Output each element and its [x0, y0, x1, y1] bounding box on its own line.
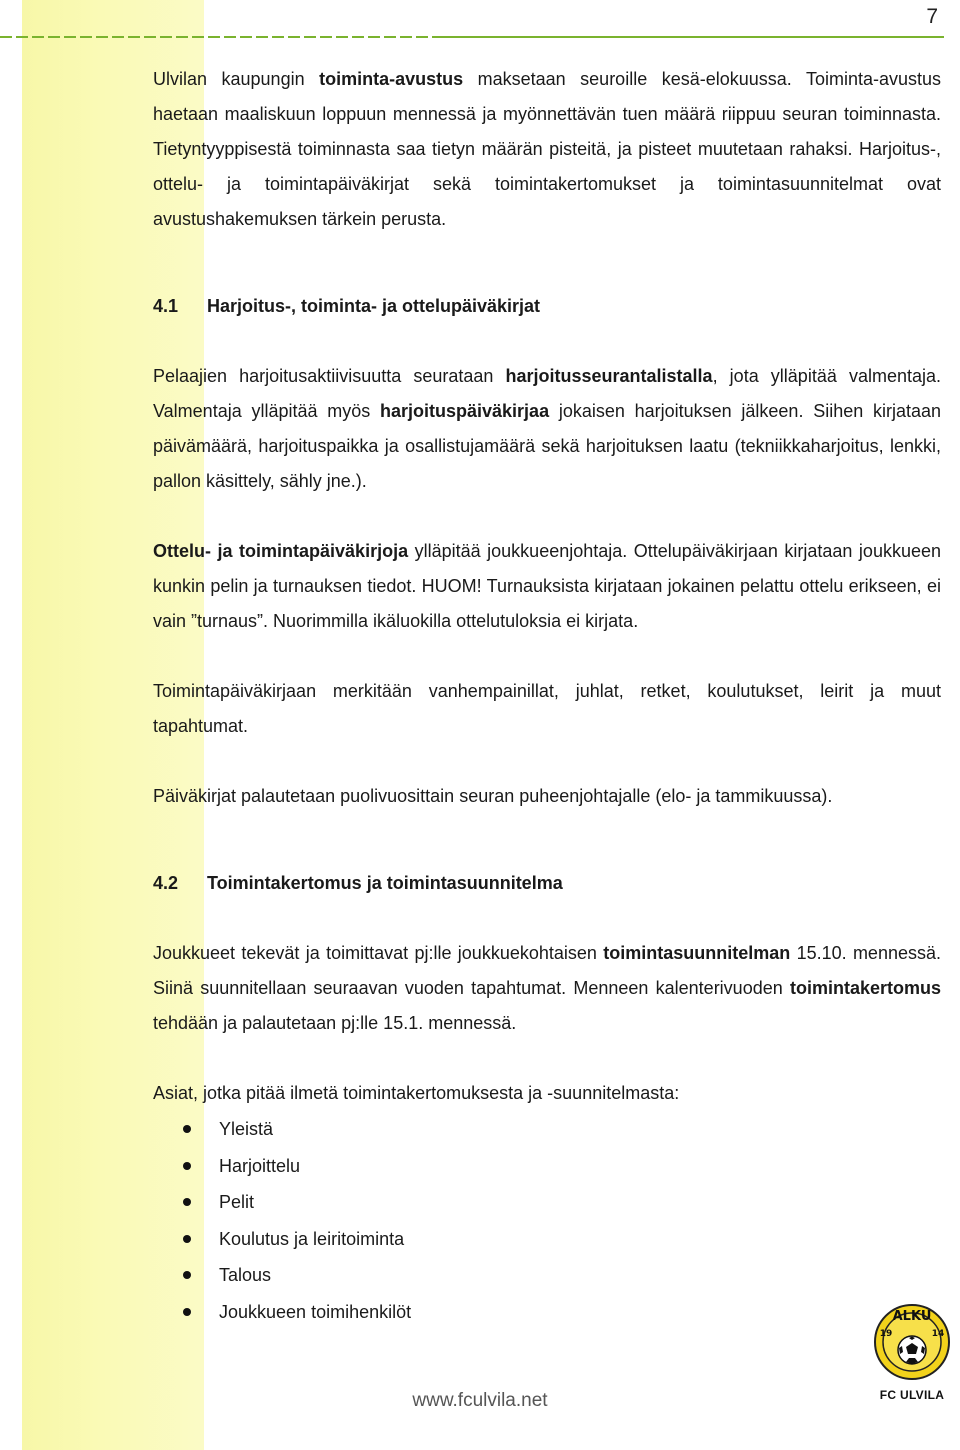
section-heading-4-1: [153, 289, 941, 324]
bullet-icon: [183, 1308, 191, 1316]
bullet-icon: [183, 1235, 191, 1243]
header-rule-solid: [440, 36, 944, 38]
svg-text:ALKU: ALKU: [892, 1309, 932, 1324]
list-item: Talous: [153, 1257, 941, 1294]
svg-text:19: 19: [879, 1329, 893, 1339]
section-number: 4.2: [153, 873, 179, 893]
paragraph-toimintapaivakirja: Toimintapäiväkirjaan merkitään vanhempainillat, juhlat, retket, koulutukset, leirit ja muut tapahtumat.: [153, 681, 941, 736]
paragraph-ottelupaivakirjat: Ottelu- ja toimintapäiväkirjoja ylläpitää joukkueenjohtaja. Ottelupäiväkirjaan kirjataan joukkueen kunkin pelin ja turnauksen tiedot. HUOM! Turnauksista kirjataan jokainen pelattu ottelu erikseen, ei vain ”turnaus”. Nuorimmilla ikäluokilla ottelutuloksia ei kirjata.: [153, 541, 941, 631]
paragraph-palautus: Päiväkirjat palautetaan puolivuosittain seuran puheenjohtajalle (elo- ja tammikuussa).: [153, 786, 833, 806]
list-item: Pelit: [153, 1184, 941, 1221]
section-title: Toimintakertomus ja toimintasuunnitelma: [207, 873, 563, 893]
paragraph-asiat-intro: Asiat, jotka pitää ilmetä toimintakertomuksesta ja -suunnitelmasta:: [153, 1083, 680, 1103]
topics-list: [153, 1111, 941, 1330]
section-number: 4.1: [153, 296, 179, 316]
list-item: Harjoittelu: [153, 1148, 941, 1185]
section-title: Harjoitus-, toiminta- ja ottelupäiväkirjat: [207, 296, 541, 316]
document-body: [153, 62, 941, 1330]
paragraph-toimintasuunnitelma: Joukkueet tekevät ja toimittavat pj:lle joukkuekohtaisen toimintasuunnitelman 15.10. mennessä. Siinä suunnitellaan seuraavan vuoden tapahtumat. Menneen kalenterivuoden toimintakertomus tehdään ja palautetaan pj:lle 15.1. mennessä.: [153, 943, 941, 1033]
paragraph-toiminta-avustus: Ulvilan kaupungin toiminta-avustus maksetaan seuroille kesä-elokuussa. Toiminta-avustus haetaan maaliskuun loppuun mennessä ja myönnettävän tuen määrä riippuu seuran toiminnasta. Tietyntyyppisestä toiminnasta saa tietyn määrän pisteitä, ja pisteet muutetaan rahaksi. Harjoitus-, ottelu- ja toimintapäiväkirjat sekä toimintakertomukset ja toimintasuunnitelmat ovat avustushakemuksen tärkein perusta.: [153, 69, 941, 229]
page-number: 7: [926, 5, 938, 28]
logo-caption: FC ULVILA: [879, 1388, 945, 1402]
bullet-icon: [183, 1125, 191, 1133]
footer-website-link[interactable]: www.fculvila.net: [412, 1390, 548, 1411]
list-item: Joukkueen toimihenkilöt: [153, 1294, 941, 1331]
list-item: Yleistä: [153, 1111, 941, 1148]
section-heading-4-2: [153, 866, 941, 901]
bullet-icon: [183, 1198, 191, 1206]
bullet-icon: [183, 1271, 191, 1279]
list-item: Koulutus ja leiritoiminta: [153, 1221, 941, 1258]
bullet-icon: [183, 1162, 191, 1170]
paragraph-harjoitusseuranta: Pelaajien harjoitusaktiivisuutta seurataan harjoitusseurantalistalla, jota ylläpitää valmentaja. Valmentaja ylläpitää myös harjoituspäiväkirjaa jokaisen harjoituksen jälkeen. Siihen kirjataan päivämäärä, harjoituspaikka ja osallistujamäärä sekä harjoituksen laatu (tekniikkaharjoitus, lenkki, pallon käsittely, sähly jne.).: [153, 366, 942, 491]
svg-text:14: 14: [931, 1329, 945, 1339]
